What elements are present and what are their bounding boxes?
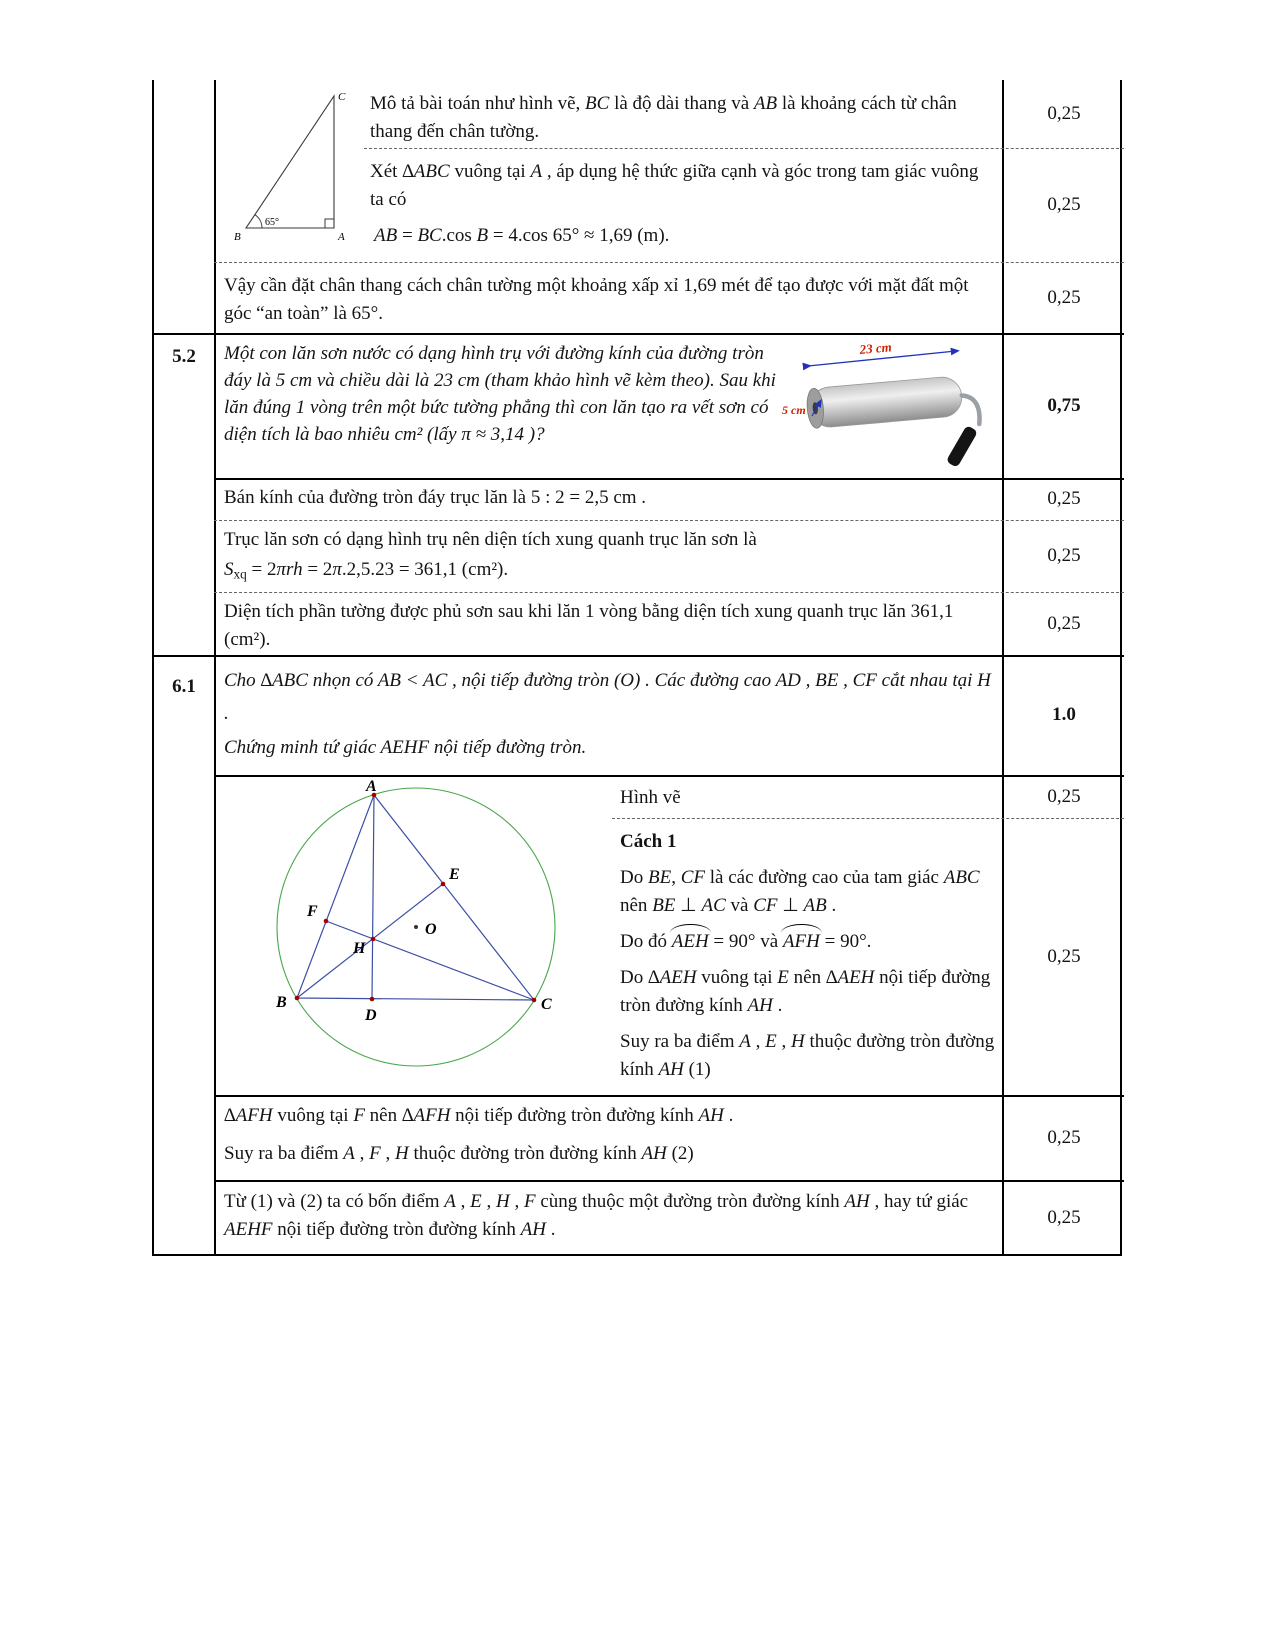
method-1-column <box>620 828 998 1084</box>
score-cell-8: 1.0 <box>1052 704 1076 725</box>
problem-6-1-number: 6.1 <box>172 676 196 697</box>
row-separator-solid-5 <box>214 1180 1124 1182</box>
answer-table <box>152 80 1122 1256</box>
diameter-label: 5 cm <box>782 403 806 417</box>
score-cell-4: 0,75 <box>1047 394 1081 416</box>
method-1-heading: Cách 1 <box>620 831 677 852</box>
point-h-label: H <box>353 940 366 957</box>
length-label: 23 cm <box>858 339 893 357</box>
problem-6-1-statement: Cho ∆ABC nhọn có AB < AC , nội tiếp đường tròn (O) . Các đường cao AD , BE , CF cắt nhau tại H . <box>224 670 991 724</box>
method-1-paragraph-3: Do ∆AEH vuông tại E nên ∆AEH nội tiếp đường tròn đường kính AH . <box>620 967 991 1016</box>
point-a-label: A <box>366 780 377 795</box>
row-separator-dashed-3 <box>214 520 1124 521</box>
num-column-border <box>214 80 216 1254</box>
problem-6-1-requirement: Chứng minh tứ giác AEHF nội tiếp đường tròn. <box>224 737 587 758</box>
conclusion-text: Từ (1) và (2) ta có bốn điểm A , E , H , F cùng thuộc một đường tròn đường kính AH , hay tứ giác AEHF nội tiếp đường tròn đường kính AH . <box>224 1191 969 1240</box>
ladder-calculation-text: Xét ∆ABC vuông tại A , áp dụng hệ thức giữa cạnh và góc trong tam giác vuông ta có <box>370 161 979 210</box>
roller-radius-text: Bán kính của đường tròn đáy trục lăn là 5 : 2 = 2,5 cm . <box>224 487 647 508</box>
figure-caption: Hình vẽ <box>620 787 681 808</box>
ladder-formula: AB = BC.cos B = 4.cos 65° ≈ 1,69 (m). <box>374 225 670 246</box>
score-cell-11: 0,25 <box>1047 1126 1081 1148</box>
point-f-label: F <box>307 903 318 920</box>
roller-handle <box>946 425 978 468</box>
roller-cylinder <box>806 374 981 439</box>
vertex-b-label: B <box>234 231 241 243</box>
vertex-c-label: C <box>338 91 346 103</box>
score-cell-3: 0,25 <box>1047 286 1081 308</box>
score-cell-2: 0,25 <box>1047 194 1081 215</box>
point-b-label: B <box>276 994 287 1011</box>
roller-lateral-area-formula: $S_{xq} = 2\pi rh = 2\pi.2,5.23 = 361,1$ (cm²). <box>224 559 509 582</box>
method-1-paragraph-4: Suy ra ba điểm A , E , H thuộc đường tròn đường kính AH (1) <box>620 1031 995 1080</box>
score-cell-6: 0,25 <box>1047 545 1081 566</box>
roller-conclusion-text: Diện tích phần tường được phủ sơn sau khi lăn 1 vòng bằng diện tích xung quanh trục lăn 361,1 (cm²). <box>224 601 954 650</box>
score-cell-10: 0,25 <box>1047 945 1081 967</box>
angle-value-label: 65° <box>265 217 279 228</box>
roller-lateral-area-text: Trục lăn sơn có dạng hình trụ nên diện tích xung quanh trục lăn sơn là <box>224 529 757 550</box>
point-c-label: C <box>541 996 552 1013</box>
circle-geometry-drawing <box>228 780 592 1094</box>
vertex-a-label: A <box>338 231 345 243</box>
ladder-triangle-figure <box>234 86 360 246</box>
problem-5-2-statement: Một con lăn sơn nước có dạng hình trụ với đường kính của đường tròn đáy là 5 cm và chiều dài là 23 cm (tham khảo hình vẽ kèm theo). Sau khi lăn đúng 1 vòng trên một bức tường phẳng thì con lăn tạo ra vết sơn có diện tích là bao nhiêu cm² (lấy π ≈ 3,14 )? <box>224 343 776 445</box>
row-separator-solid-3 <box>214 775 1124 777</box>
method-1-paragraph-2: Do đó AEH = 90° và AFH = 90°. <box>620 928 998 956</box>
point-e-label: E <box>449 866 460 883</box>
paint-roller-drawing <box>782 338 997 474</box>
block-separator-1 <box>154 333 1124 335</box>
score-cell-1: 0,25 <box>1047 103 1081 124</box>
right-angle-marker <box>325 219 334 228</box>
point-labels <box>275 780 552 1024</box>
angle-arc <box>255 215 262 228</box>
afh-line-1: ∆AFH vuông tại F nên ∆AFH nội tiếp đường tròn đường kính AH . <box>224 1105 734 1126</box>
row-separator-dashed-4 <box>214 592 1124 593</box>
center-dot <box>414 925 418 929</box>
score-cell-12: 0,25 <box>1047 1207 1081 1228</box>
block-separator-2 <box>154 655 1124 657</box>
method-1-paragraph-1: Do BE, CF là các đường cao của tam giác ABC nên BE ⊥ AC và CF ⊥ AB . <box>620 867 980 916</box>
score-cell-5: 0,25 <box>1047 488 1081 509</box>
problem-5-2-number: 5.2 <box>172 346 196 367</box>
circle-geometry-figure <box>228 780 592 1094</box>
paint-roller-figure <box>782 338 997 474</box>
triangle-shape <box>246 96 334 228</box>
score-cell-9: 0,25 <box>1047 785 1081 807</box>
row-separator-solid-4 <box>214 1095 1124 1097</box>
row-separator-solid-2 <box>214 478 1124 480</box>
right-triangle-drawing <box>234 86 360 246</box>
point-d-label: D <box>365 1007 377 1024</box>
score-cell-7: 0,25 <box>1047 612 1081 634</box>
point-o-label: O <box>425 921 437 938</box>
ladder-description-text: Mô tả bài toán như hình vẽ, BC là độ dài thang và AB là khoảng cách từ chân thang đến chân tường. <box>370 93 957 142</box>
triangle-and-altitudes <box>297 795 534 1000</box>
afh-line-2: Suy ra ba điểm A , F , H thuộc đường tròn đường kính AH (2) <box>224 1143 694 1164</box>
row-separator-dashed-2 <box>214 262 1124 263</box>
ladder-conclusion-text: Vậy cần đặt chân thang cách chân tường một khoảng xấp xỉ 1,69 mét để tạo được với mặt đất một góc “an toàn” là 65°. <box>224 275 969 324</box>
